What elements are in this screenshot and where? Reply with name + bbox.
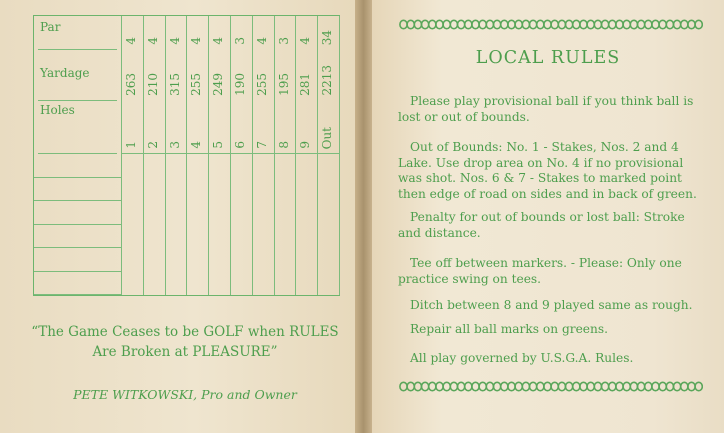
rule-line: and distance. bbox=[398, 225, 481, 240]
ornament-link bbox=[400, 382, 407, 390]
cell-hole: Out bbox=[320, 126, 335, 149]
grid-column-line bbox=[165, 16, 166, 295]
ornament-link bbox=[623, 20, 630, 28]
ornament-link bbox=[515, 382, 522, 390]
top-ornament-border bbox=[398, 19, 703, 30]
ornament-link bbox=[573, 20, 580, 28]
bottom-ornament-border bbox=[398, 381, 703, 392]
cell-par: 3 bbox=[233, 37, 247, 45]
cell-hole: 1 bbox=[124, 141, 138, 149]
ornament-link bbox=[450, 382, 457, 390]
ornament-link bbox=[407, 20, 414, 28]
ornament-link bbox=[638, 382, 645, 390]
score-grid bbox=[33, 15, 340, 296]
ornament-link bbox=[681, 20, 688, 28]
ornament-link bbox=[558, 382, 565, 390]
ornament-link bbox=[472, 382, 479, 390]
ornament-link bbox=[652, 382, 659, 390]
ornament-link bbox=[609, 20, 616, 28]
ornament-link bbox=[544, 20, 551, 28]
rule-line: Tee off between markers. - Please: Only one bbox=[410, 256, 682, 270]
ornament-link bbox=[587, 382, 594, 390]
cell-par: 4 bbox=[211, 37, 226, 45]
ornament-link bbox=[594, 382, 601, 390]
grid-row-line bbox=[34, 247, 121, 248]
rule-paragraph bbox=[398, 322, 704, 338]
grid-row-line bbox=[34, 294, 121, 295]
cell-hole: 6 bbox=[233, 141, 247, 149]
rules-quote bbox=[20, 322, 350, 362]
ornament-link bbox=[587, 20, 594, 28]
grid-column-line bbox=[339, 16, 340, 295]
cell-hole: 9 bbox=[298, 141, 313, 149]
ornament-link bbox=[602, 20, 609, 28]
ornament-link bbox=[436, 382, 443, 390]
ornament-link bbox=[530, 20, 537, 28]
local-rules-title: LOCAL RULES bbox=[475, 48, 621, 68]
row-label-yardage: Yardage bbox=[40, 66, 90, 80]
ornament-link bbox=[695, 20, 702, 28]
row-label-par: Par bbox=[40, 20, 61, 34]
grid-column-line bbox=[252, 16, 253, 295]
ornament-link bbox=[443, 20, 450, 28]
rule-paragraph bbox=[398, 140, 704, 202]
ornament-link bbox=[645, 20, 652, 28]
ornament-link bbox=[537, 20, 544, 28]
ornament-link bbox=[580, 20, 587, 28]
ornament-link bbox=[537, 382, 544, 390]
ornament-link bbox=[573, 382, 580, 390]
cell-yardage: 263 bbox=[124, 73, 138, 96]
cell-yardage: 249 bbox=[211, 73, 226, 96]
cell-yardage: 195 bbox=[276, 73, 291, 96]
ornament-link bbox=[429, 20, 436, 28]
cell-hole: 7 bbox=[254, 141, 269, 149]
rule-paragraph bbox=[398, 256, 704, 287]
ornament-link bbox=[522, 20, 529, 28]
rule-paragraph bbox=[398, 94, 704, 125]
ornament-link bbox=[515, 20, 522, 28]
ornament-link bbox=[429, 382, 436, 390]
ornament-link bbox=[422, 20, 429, 28]
ornament-link bbox=[616, 20, 623, 28]
cell-hole: 2 bbox=[145, 141, 160, 149]
rule-line: practice swing on tees. bbox=[398, 271, 542, 286]
ornament-link bbox=[436, 20, 443, 28]
ornament-link bbox=[407, 382, 414, 390]
cell-par: 3 bbox=[276, 37, 291, 45]
ornament-link bbox=[494, 382, 501, 390]
ornament-link bbox=[486, 382, 493, 390]
rule-line: Ditch between 8 and 9 played same as rough. bbox=[410, 298, 693, 312]
cell-yardage: 190 bbox=[233, 73, 247, 96]
grid-column-line bbox=[121, 16, 122, 295]
cell-par: 4 bbox=[167, 37, 182, 45]
ornament-link bbox=[458, 20, 465, 28]
rule-line: Please play provisional ball if you think ball is bbox=[410, 94, 694, 108]
ornament-link bbox=[638, 20, 645, 28]
ornament-link bbox=[472, 20, 479, 28]
ornament-link bbox=[414, 20, 421, 28]
grid-row-line bbox=[34, 224, 121, 225]
ornament-link bbox=[443, 382, 450, 390]
ornament-link bbox=[501, 20, 508, 28]
grid-column-line bbox=[208, 16, 209, 295]
rule-line: then edge of road on sides and in back of green. bbox=[398, 186, 697, 201]
ornament-link bbox=[494, 20, 501, 28]
ornament-link bbox=[479, 20, 486, 28]
grid-column-line bbox=[317, 16, 318, 295]
ornament-link bbox=[465, 20, 472, 28]
ornament-link bbox=[645, 382, 652, 390]
rule-line: lost or out of bounds. bbox=[398, 109, 530, 124]
cell-yardage: 2213 bbox=[320, 65, 335, 96]
ornament-link bbox=[508, 382, 515, 390]
grid-row-line bbox=[38, 153, 117, 154]
rule-line: All play governed by U.S.G.A. Rules. bbox=[410, 351, 634, 365]
cell-hole: 8 bbox=[276, 141, 291, 149]
rule-paragraph bbox=[398, 351, 704, 367]
ornament-link bbox=[688, 20, 695, 28]
ornament-link bbox=[486, 20, 493, 28]
ornament-link bbox=[594, 20, 601, 28]
ornament-link bbox=[609, 382, 616, 390]
card-fold bbox=[355, 0, 372, 433]
ornament-link bbox=[450, 20, 457, 28]
ornament-link bbox=[465, 382, 472, 390]
cell-par: 4 bbox=[189, 37, 204, 45]
rule-line: Repair all ball marks on greens. bbox=[410, 322, 608, 336]
grid-column-line bbox=[143, 16, 144, 295]
ornament-link bbox=[501, 382, 508, 390]
ornament-link bbox=[659, 382, 666, 390]
ornament-link bbox=[659, 20, 666, 28]
cell-yardage: 315 bbox=[167, 73, 182, 96]
grid-row-line bbox=[38, 100, 117, 101]
grid-row-line bbox=[34, 177, 121, 178]
rule-line: Lake. Use drop area on No. 4 if no provisional bbox=[398, 155, 684, 170]
row-label-holes: Holes bbox=[40, 103, 75, 117]
cell-hole: 3 bbox=[167, 141, 182, 149]
quote-line-2: Are Broken at PLEASURE” bbox=[92, 344, 278, 360]
owner-credit: PETE WITKOWSKI, Pro and Owner bbox=[73, 387, 297, 402]
ornament-link bbox=[630, 20, 637, 28]
ornament-link bbox=[458, 382, 465, 390]
ornament-link bbox=[623, 382, 630, 390]
quote-line-1: “The Game Ceases to be GOLF when RULES bbox=[31, 324, 339, 340]
ornament-link bbox=[688, 382, 695, 390]
grid-column-line bbox=[295, 16, 296, 295]
grid-column-line bbox=[274, 16, 275, 295]
ornament-link bbox=[508, 20, 515, 28]
rule-line: was shot. Nos. 6 & 7 - Stakes to marked point bbox=[398, 171, 682, 185]
cell-par: 4 bbox=[145, 37, 160, 45]
ornament-link bbox=[414, 382, 421, 390]
ornament-link bbox=[602, 382, 609, 390]
cell-par: 4 bbox=[124, 37, 138, 45]
ornament-link bbox=[400, 20, 407, 28]
ornament-link bbox=[674, 382, 681, 390]
cell-yardage: 210 bbox=[145, 73, 160, 96]
ornament-link bbox=[630, 382, 637, 390]
ornament-link bbox=[681, 382, 688, 390]
grid-row-line bbox=[38, 49, 117, 50]
grid-column-line bbox=[186, 16, 187, 295]
ornament-link bbox=[652, 20, 659, 28]
ornament-link bbox=[566, 382, 573, 390]
grid-column-line bbox=[230, 16, 231, 295]
ornament-link bbox=[530, 382, 537, 390]
rule-paragraph bbox=[398, 210, 704, 241]
cell-par: 4 bbox=[298, 37, 313, 45]
ornament-link bbox=[551, 20, 558, 28]
grid-row-line bbox=[34, 271, 121, 272]
rule-paragraph bbox=[398, 298, 704, 314]
ornament-link bbox=[566, 20, 573, 28]
ornament-link bbox=[616, 382, 623, 390]
cell-hole: 5 bbox=[211, 141, 226, 149]
ornament-link bbox=[558, 20, 565, 28]
rule-line: Penalty for out of bounds or lost ball: Stroke bbox=[410, 210, 685, 224]
grid-row-line bbox=[34, 200, 121, 201]
ornament-link bbox=[666, 20, 673, 28]
ornament-link bbox=[666, 382, 673, 390]
cell-yardage: 255 bbox=[189, 73, 204, 96]
ornament-link bbox=[695, 382, 702, 390]
ornament-link bbox=[522, 382, 529, 390]
ornament-link bbox=[551, 382, 558, 390]
ornament-link bbox=[544, 382, 551, 390]
ornament-link bbox=[422, 382, 429, 390]
cell-par: 34 bbox=[320, 29, 335, 45]
ornament-link bbox=[674, 20, 681, 28]
rule-line: Out of Bounds: No. 1 - Stakes, Nos. 2 and 4 bbox=[410, 140, 679, 154]
cell-hole: 4 bbox=[189, 141, 204, 149]
ornament-link bbox=[479, 382, 486, 390]
cell-yardage: 281 bbox=[298, 73, 313, 96]
cell-yardage: 255 bbox=[254, 73, 269, 96]
ornament-link bbox=[580, 382, 587, 390]
cell-par: 4 bbox=[254, 37, 269, 45]
